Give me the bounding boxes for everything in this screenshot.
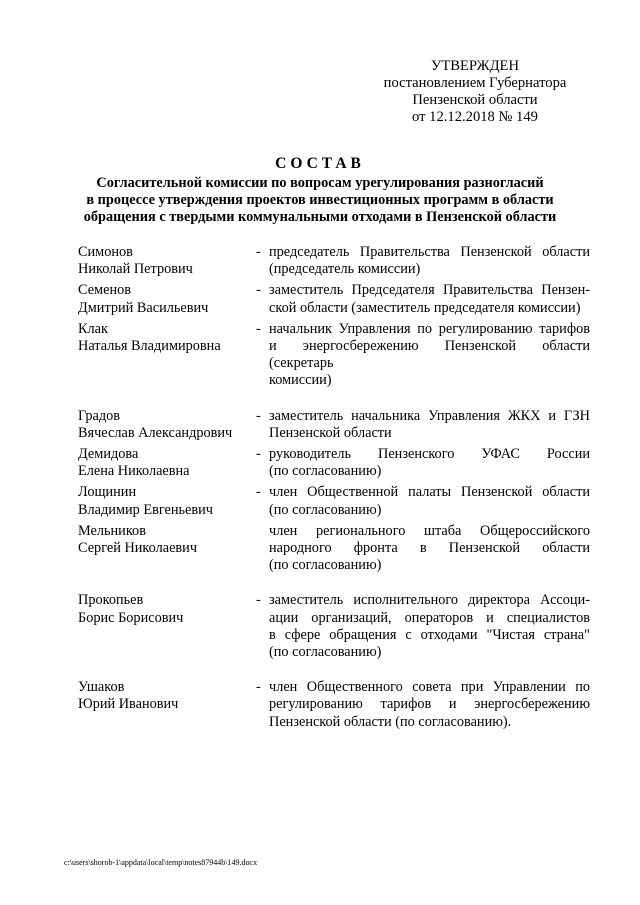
- member-role: [269, 592, 590, 661]
- member-name: [78, 446, 256, 480]
- document-heading: [50, 154, 590, 227]
- member-surname: Мельников: [78, 522, 146, 539]
- member-surname: Демидова: [78, 446, 139, 463]
- member-surname: Лощинин: [78, 484, 137, 501]
- member-dash: -: [256, 407, 261, 424]
- member-role-line: заместитель исполнительного директора Ассоци-: [269, 592, 590, 609]
- member-role-line: ации организаций, операторов и специалистов: [269, 609, 590, 626]
- member-given-names: Сергей Николаевич: [78, 540, 198, 557]
- member-role-line: (по согласованию): [269, 644, 382, 661]
- file-path-footer: c:\users\shorob-1\appdata\local\temp\notes87944b\149.docx: [64, 858, 258, 867]
- member-dash: -: [256, 679, 261, 696]
- member-surname: Семенов: [78, 282, 131, 299]
- member-surname: Симонов: [78, 244, 133, 260]
- member-name: [78, 679, 256, 731]
- member-role: [269, 484, 590, 518]
- member-name: [78, 408, 256, 442]
- member-role: [269, 446, 590, 480]
- member-role-line: Пензенской области (по согласованию).: [269, 713, 512, 730]
- heading-line-2: в процессе утверждения проектов инвестиционных программ в области: [86, 192, 554, 209]
- heading-line-3: обращения с твердыми коммунальными отходами в Пензенской области: [83, 209, 557, 226]
- member-row: [78, 523, 590, 575]
- member-role-line: (по согласованию): [269, 501, 382, 518]
- member-row: [78, 484, 590, 518]
- member-surname: Прокопьев: [78, 592, 144, 609]
- member-dash: -: [256, 282, 261, 299]
- member-row: [78, 244, 590, 278]
- member-surname: Клак: [78, 320, 108, 337]
- member-role-line: (по согласованию): [269, 463, 382, 480]
- members-list: [78, 244, 590, 731]
- approval-region: Пензенской области: [412, 92, 538, 108]
- member-role-line: член Общественной палаты Пензенской области: [269, 484, 590, 501]
- member-role-line: ской области (заместитель председателя комиссии): [269, 299, 581, 316]
- member-given-names: Наталья Владимировна: [78, 338, 221, 355]
- member-role-line: и энергосбережению Пензенской области (секретарь: [269, 338, 590, 372]
- member-name: [78, 484, 256, 518]
- document-title: СОСТАВ: [275, 155, 365, 172]
- member-dash: -: [256, 484, 261, 501]
- member-name: [78, 523, 256, 575]
- member-role-line: член регионального штаба Общероссийского: [269, 522, 590, 539]
- member-given-names: Юрий Иванович: [78, 696, 179, 713]
- member-dash: -: [256, 592, 261, 609]
- member-role-line: народного фронта в Пензенской области: [269, 540, 590, 557]
- member-row: [78, 446, 590, 480]
- member-name: [78, 244, 256, 278]
- member-role-line: заместитель начальника Управления ЖКХ и ГЗН: [269, 407, 590, 424]
- member-role: [269, 679, 590, 731]
- member-row: [78, 321, 590, 390]
- member-given-names: Владимир Евгеньевич: [78, 501, 213, 518]
- member-role-line: комиссии): [269, 372, 332, 389]
- approval-title: УТВЕРЖДЕН: [431, 58, 519, 74]
- member-row: [78, 592, 590, 661]
- member-role-line: руководитель Пензенского УФАС России: [269, 446, 590, 463]
- member-dash: -: [256, 320, 261, 337]
- member-role-line: (председатель комиссии): [269, 261, 421, 278]
- member-role-line: (по согласованию): [269, 557, 382, 574]
- member-row: [78, 679, 590, 731]
- member-dash: -: [256, 446, 261, 463]
- member-role-line: заместитель Председателя Правительства Пензен-: [269, 282, 590, 299]
- member-role-line: председатель Правительства Пензенской области: [269, 244, 590, 260]
- member-given-names: Вячеслав Александрович: [78, 424, 233, 441]
- member-role-line: в сфере обращения с отходами "Чистая страна": [269, 626, 590, 643]
- member-role-line: регулированию тарифов и энергосбережению: [269, 696, 590, 713]
- member-role: [269, 523, 590, 575]
- member-surname: Градов: [78, 407, 121, 424]
- member-role-line: Пензенской области: [269, 424, 392, 441]
- member-dash: -: [256, 244, 261, 260]
- member-surname: Ушаков: [78, 679, 125, 696]
- member-name: [78, 592, 256, 661]
- approval-decree: постановлением Губернатора: [383, 75, 567, 91]
- member-given-names: Дмитрий Васильевич: [78, 299, 209, 316]
- member-name: [78, 282, 256, 316]
- member-dash: [256, 523, 269, 575]
- approval-stamp: [360, 58, 590, 126]
- heading-line-1: Согласительной комиссии по вопросам урегулирования разногласий: [96, 175, 544, 191]
- member-row: [78, 408, 590, 442]
- approval-date: от 12.12.2018 № 149: [412, 109, 538, 125]
- member-role: [269, 321, 590, 390]
- member-row: [78, 282, 590, 316]
- member-role: [269, 408, 590, 442]
- member-given-names: Николай Петрович: [78, 261, 193, 278]
- member-role-line: член Общественного совета при Управлении по: [269, 679, 590, 696]
- member-role-line: начальник Управления по регулированию тарифов: [269, 320, 590, 337]
- member-given-names: Борис Борисович: [78, 609, 184, 626]
- member-name: [78, 321, 256, 390]
- member-given-names: Елена Николаевна: [78, 463, 190, 480]
- member-role: [269, 244, 590, 278]
- member-role: [269, 282, 590, 316]
